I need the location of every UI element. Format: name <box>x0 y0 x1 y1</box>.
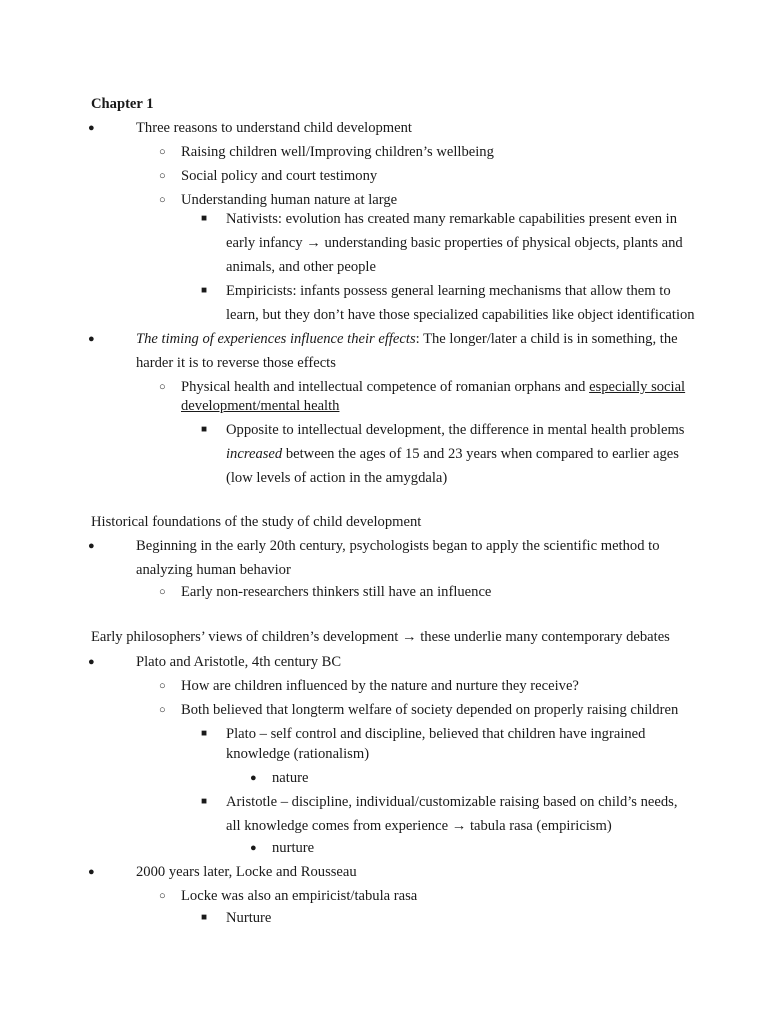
bullet-square-icon: ■ <box>201 285 208 296</box>
list-item: nurture <box>272 840 315 856</box>
list-item: Empiricists: infants possess general learning mechanisms that allow them to <box>226 283 671 299</box>
list-item: Social policy and court testimony <box>181 168 378 184</box>
list-item-cont: learn, but they don’t have those specialized capabilities like object identification <box>226 307 695 323</box>
list-item: Plato – self control and discipline, believed that children have ingrained <box>226 726 646 742</box>
list-item: Both believed that longterm welfare of society depended on properly raising children <box>181 702 679 718</box>
bullet-square-icon: ■ <box>201 796 208 807</box>
bullet-square-icon: ■ <box>201 213 208 224</box>
list-item-cont: early infancy → understanding basic properties of physical objects, plants and <box>226 235 683 251</box>
text: Physical health and intellectual competence of romanian orphans and <box>181 379 590 395</box>
list-item: Aristotle – discipline, individual/customizable raising based on child’s needs, <box>226 794 678 810</box>
bullet-square-icon: ■ <box>201 728 208 739</box>
list-item: Early non-researchers thinkers still have an influence <box>181 584 492 600</box>
text: between the ages of 15 and 23 years when compared to earlier ages <box>282 446 679 462</box>
bullet-disc-icon: ● <box>88 866 95 878</box>
bullet-square-icon: ■ <box>201 424 208 435</box>
list-item: Plato and Aristotle, 4th century BC <box>136 654 342 670</box>
italic-term: The timing of experiences influence their effects <box>136 331 416 347</box>
bullet-disc-icon: ● <box>88 656 95 668</box>
underlined-text: especially social <box>589 379 686 395</box>
list-item: How are children influenced by the nature and nurture they receive? <box>181 678 579 694</box>
list-item <box>136 329 678 349</box>
list-item: Nurture <box>226 910 272 926</box>
list-item-cont: harder it is to reverse those effects <box>136 355 336 371</box>
list-item: Three reasons to understand child development <box>136 120 412 136</box>
list-item-cont: analyzing human behavior <box>136 562 291 578</box>
bullet-circle-icon: ○ <box>159 170 166 182</box>
bullet-disc-icon: ● <box>250 842 257 854</box>
text: : The longer/later a child is in something, the <box>415 331 678 347</box>
bullet-disc-icon: ● <box>88 333 95 345</box>
list-item-cont: animals, and other people <box>226 259 376 275</box>
list-item: Nativists: evolution has created many remarkable capabilities present even in <box>226 211 678 227</box>
italic-term: increased <box>226 446 283 462</box>
list-item: Beginning in the early 20th century, psychologists began to apply the scientific method to <box>136 538 660 554</box>
bullet-circle-icon: ○ <box>159 680 166 692</box>
list-item-cont: (low levels of action in the amygdala) <box>226 470 448 486</box>
bullet-circle-icon: ○ <box>159 704 166 716</box>
list-item-cont <box>181 396 339 416</box>
bullet-circle-icon: ○ <box>159 194 166 206</box>
list-item: 2000 years later, Locke and Rousseau <box>136 864 357 880</box>
list-item: Raising children well/Improving children’s wellbeing <box>181 144 494 160</box>
bullet-circle-icon: ○ <box>159 381 166 393</box>
list-item-cont: knowledge (rationalism) <box>226 746 370 762</box>
bullet-disc-icon: ● <box>88 122 95 134</box>
chapter-title: Chapter 1 <box>91 96 154 112</box>
section-heading: Historical foundations of the study of child development <box>91 514 422 530</box>
list-item-cont <box>226 444 679 464</box>
list-item-cont: all knowledge comes from experience → tabula rasa (empiricism) <box>226 818 612 834</box>
list-item: nature <box>272 770 309 786</box>
list-item: Locke was also an empiricist/tabula rasa <box>181 888 418 904</box>
bullet-disc-icon: ● <box>88 540 95 552</box>
list-item: Opposite to intellectual development, the difference in mental health problems <box>226 422 685 438</box>
list-item <box>181 377 685 397</box>
bullet-circle-icon: ○ <box>159 146 166 158</box>
bullet-circle-icon: ○ <box>159 586 166 598</box>
bullet-circle-icon: ○ <box>159 890 166 902</box>
section-heading: Early philosophers’ views of children’s development → these underlie many contemporary debates <box>91 629 670 645</box>
underlined-text: development/mental health <box>181 398 340 414</box>
list-item: Understanding human nature at large <box>181 192 398 208</box>
bullet-square-icon: ■ <box>201 912 208 923</box>
bullet-disc-icon: ● <box>250 772 257 784</box>
